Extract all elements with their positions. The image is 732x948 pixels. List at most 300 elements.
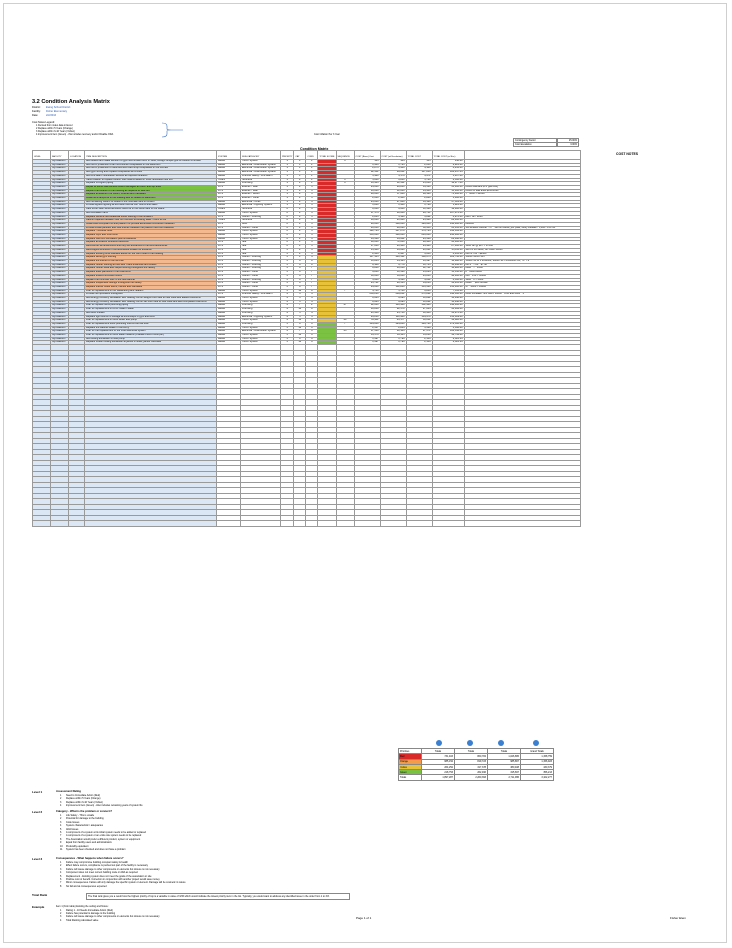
escalated-cost-cell: 1,796 xyxy=(380,341,406,345)
category-cell: 11 xyxy=(294,308,306,312)
empty-cell xyxy=(380,521,406,527)
total-cost-esc-cell: 4,453.00 xyxy=(432,167,464,171)
total-cost-cell: 30,900 xyxy=(406,311,432,315)
summary-value-cell: 819,723 xyxy=(455,759,488,764)
escalated-cost-cell: 9,693 xyxy=(380,297,406,301)
list-item-number: 9 xyxy=(60,841,62,845)
list-item-text: Equal from facility users and administrators xyxy=(66,841,112,845)
priority-cell: 1 xyxy=(281,163,294,167)
condition-cell: 4 xyxy=(306,293,318,297)
facility-cell: Gymnasium xyxy=(51,267,69,271)
date-row xyxy=(32,114,57,117)
condition-cell: 6 xyxy=(306,337,318,341)
total-cost-esc-cell: 15,000.00 xyxy=(432,189,464,193)
total-cost-cell: 55,210 xyxy=(406,334,432,338)
escalated-cost-cell: 28,513 xyxy=(380,282,406,286)
total-cost-cell: 3,822 xyxy=(406,215,432,219)
escalated-cost-cell: 2,804 xyxy=(380,326,406,330)
total-cost-cell: 168,675 xyxy=(406,256,432,260)
base-cost-cell: 117,135 xyxy=(354,256,380,260)
column-header: SUB-CATEGORY xyxy=(241,151,281,160)
total-cost-esc-cell: 418,318.00 xyxy=(432,293,464,297)
system-cell: ME+E xyxy=(217,330,241,334)
summary-priority-cell: Green xyxy=(399,770,422,775)
cost-note-cell: 000000 xyxy=(464,222,580,226)
facility-cell: Gymnasium xyxy=(51,256,69,260)
base-cost-cell: 4,700 xyxy=(354,289,380,293)
escalated-cost-cell: 124,800 xyxy=(380,322,406,326)
legend-line: 4 Improvement Item (Green) - this includes recovery and/or Disable ODA xyxy=(36,133,114,136)
total-cost-esc-cell: 3,000.00 xyxy=(432,197,464,201)
item-description: Install GFR lamps tie in the building and fix outlets in bathroom xyxy=(85,197,217,201)
facility-cell: Gymnasium xyxy=(51,163,69,167)
priority-cell: 1 xyxy=(281,174,294,178)
category-cell: 1 xyxy=(294,160,306,164)
cost-note-cell: 200 * 150 = 30000 xyxy=(464,274,580,278)
facility-cell: Gymnasium xyxy=(51,171,69,175)
sub-category-cell: Exterior - Other xyxy=(241,197,281,201)
facility-cell: Gymnasium xyxy=(51,282,69,286)
condition-cell: 3 xyxy=(306,193,318,197)
priority-cell: 2 xyxy=(281,230,294,234)
sequence-cell: 47 xyxy=(336,304,354,308)
cost-note-cell: 0074 * 7.00 * $7.40 xyxy=(464,263,580,267)
condition-cell: 3 xyxy=(306,319,318,323)
list-item-text: System has been checked and does not have a problem xyxy=(66,848,126,851)
facility-cell: Gymnasium xyxy=(51,193,69,197)
total-cost-cell: 216,000 xyxy=(406,234,432,238)
item-description: Repoint the exterior of the building as required to seal out xyxy=(85,189,217,193)
summary-priority-cell: Orange xyxy=(399,759,422,764)
level3-title: Consequences - What happens when failure occurs? xyxy=(56,857,124,860)
priority-cell: 1 xyxy=(281,185,294,189)
category-cell: 8 xyxy=(294,259,306,263)
column-header: CAT xyxy=(294,151,306,160)
base-cost-cell: 122,724 xyxy=(354,230,380,234)
priority-cell: 1 xyxy=(281,178,294,182)
item-description: Replace suspended ceilings throughout the facility xyxy=(85,282,217,286)
level3-heading: Level 3 xyxy=(32,857,43,861)
system-cell: BTS xyxy=(217,274,241,278)
item-description: Cast-in required between floor off mid-shift to existing walls - room to the xyxy=(85,219,217,223)
system-cell: ME+E xyxy=(217,171,241,175)
escalated-cost-cell: 140,562 xyxy=(380,256,406,260)
condition-cell: 3 xyxy=(306,248,318,252)
category-cell: 11 xyxy=(294,319,306,323)
summary-value-cell: 317,378 xyxy=(455,764,488,769)
base-cost-cell: 48,000 xyxy=(354,193,380,197)
total-rank-heading: Total Rank xyxy=(32,893,48,897)
total-cost-cell: 27,084 xyxy=(406,308,432,312)
condition-cell: 7 xyxy=(306,271,318,275)
category-cell: 1 xyxy=(294,241,306,245)
sub-category-cell: HVAC System xyxy=(241,289,281,293)
empty-cell xyxy=(241,521,281,527)
priority-cell: 2 xyxy=(281,226,294,230)
empty-cell xyxy=(406,521,432,527)
system-cell: ME+E xyxy=(217,308,241,312)
summary-value-cell: 731,403 xyxy=(422,754,455,759)
empty-cell xyxy=(294,521,306,527)
system-cell: ME+E xyxy=(217,204,241,208)
summary-header: Totals xyxy=(422,749,455,754)
facility-cell: Gymnasium xyxy=(51,334,69,338)
escalated-cost-cell: 36,000 xyxy=(380,274,406,278)
sequence-cell: 23 xyxy=(336,330,354,334)
total-cost-esc-cell: 6,500.00 xyxy=(432,178,464,182)
list-item-number: 2 xyxy=(60,797,62,801)
item-description: Plan for replacement 2000 plumbing Pan-ss out low flow xyxy=(85,322,217,326)
column-header: COST (w/ Escalation) xyxy=(380,151,406,160)
empty-cell xyxy=(432,521,464,527)
system-cell: ME+E xyxy=(217,200,241,204)
system-cell: BTS xyxy=(217,222,241,226)
cost-note-cell: 2887 SF / 2840 xyxy=(464,215,580,219)
total-cost-cell: 129,600 xyxy=(406,222,432,226)
column-header xyxy=(464,151,580,160)
list-item-text: Total Ranking calculated value xyxy=(66,918,99,922)
list-item-number: 2 xyxy=(60,912,62,916)
condition-matrix-table xyxy=(32,150,581,527)
condition-cell: 1 xyxy=(306,171,318,175)
system-cell: BTS xyxy=(217,256,241,260)
condition-cell: 1 xyxy=(306,167,318,171)
total-cost-esc-cell: 13,036.00 xyxy=(432,263,464,267)
system-cell: ME+E xyxy=(217,237,241,241)
sub-category-cell: ADA xyxy=(241,222,281,226)
category-cell: 11 xyxy=(294,341,306,345)
sub-category-cell: HVAC System xyxy=(241,297,281,301)
category-cell: 2 xyxy=(294,248,306,252)
item-description: Replace light source in storage at extra steps in gym and ADA xyxy=(85,315,217,319)
summary-value-cell: 860,784 xyxy=(455,754,488,759)
district-row xyxy=(32,106,71,109)
total-cost-cell: 155 xyxy=(406,160,432,164)
priority-cell: 3 xyxy=(281,282,294,286)
item-description: Replace ceramic and seasonal stone flooring in the showers xyxy=(85,215,217,219)
priority-cell: 1 xyxy=(281,189,294,193)
sub-category-cell: Interior - Other xyxy=(241,285,281,289)
priority-cell: 4 xyxy=(281,293,294,297)
inflation-value: 25.00% xyxy=(557,138,579,143)
total-cost-esc-cell: 4,500.00 xyxy=(432,278,464,282)
column-header: PRIORITY xyxy=(281,151,294,160)
escalated-cost-cell: 57,600 xyxy=(380,193,406,197)
matrix-title: Condition Matrix xyxy=(300,147,329,151)
sub-category-cell: HVAC System xyxy=(241,211,281,215)
system-cell: ME+E xyxy=(217,163,241,167)
list-item-text: ADA Issues xyxy=(66,827,79,831)
cost-note-cell: 25000 sf wall area $3/1250SF xyxy=(464,189,580,193)
district-value: Ewing School District xyxy=(46,106,71,109)
item-description: Reconstruct all dimensions and fully MA entrances to the ADA documents xyxy=(85,245,217,249)
base-cost-cell: 93,250 xyxy=(354,315,380,319)
category-cell: 3 xyxy=(294,297,306,301)
facility-cell: Gymnasium xyxy=(51,252,69,256)
condition-cell: 7 xyxy=(306,278,318,282)
summary-value-cell: 985,867 xyxy=(488,759,521,764)
condition-cell: 3 xyxy=(306,211,318,215)
priority-cell: 4 xyxy=(281,300,294,304)
escalated-cost-cell: 3,446 xyxy=(380,167,406,171)
base-cost-cell: 60,000 xyxy=(354,241,380,245)
escalated-cost-cell: 111,900 xyxy=(380,315,406,319)
category-cell: 11 xyxy=(294,326,306,330)
category-cell: 1 xyxy=(294,171,306,175)
list-item-text: Code Issues xyxy=(66,820,80,824)
list-item-number: 8 xyxy=(60,837,62,841)
total-cost-cell: 149,760 xyxy=(406,322,432,326)
item-description: Replace - Window units xyxy=(85,230,217,234)
escalated-cost-cell: 1,440 xyxy=(380,204,406,208)
list-item-number: 6 xyxy=(60,831,62,834)
condition-cell: 3 xyxy=(306,219,318,223)
sum-arrow-icon xyxy=(467,740,473,746)
list-item xyxy=(60,919,98,922)
base-cost-cell: 94,000 xyxy=(354,285,380,289)
base-cost-cell: 5,000 xyxy=(354,178,380,182)
legend-line: 3 Replace within 6-10 Years (Yellow) xyxy=(36,130,75,133)
condition-cell: 9 xyxy=(306,289,318,293)
condition-cell: 7 xyxy=(306,285,318,289)
priority-cell: 2 xyxy=(281,215,294,219)
condition-cell: 1 xyxy=(306,160,318,164)
escalated-cost-cell: 9,600 xyxy=(380,208,406,212)
system-cell: ME+E xyxy=(217,319,241,323)
item-description: Add GFCI protection of switches and fixed shop receptacles in the Kitchen xyxy=(85,167,217,171)
category-cell: 2 xyxy=(294,230,306,234)
item-description: Replace all Exterior HM Doors, Frames and Hardware xyxy=(85,193,217,197)
sub-category-cell: Electrical - Distribution System xyxy=(241,171,281,175)
base-cost-cell: 133 xyxy=(354,160,380,164)
system-cell: ME+E xyxy=(217,311,241,315)
inflation-row xyxy=(513,142,579,147)
item-description: Plan for replace slshs plumbing piping xyxy=(85,304,217,308)
facility-cell: Gymnasium xyxy=(51,311,69,315)
total-cost-esc-cell: 5,407.00 xyxy=(432,174,464,178)
priority-cell: 2 xyxy=(281,211,294,215)
cost-note-cell: 1000 SF @ $17 = 17000 xyxy=(464,245,580,249)
total-cost-cell: 4,971 xyxy=(406,174,432,178)
total-cost-esc-cell: 58,732.00 xyxy=(432,334,464,338)
system-cell: BTS xyxy=(217,245,241,249)
item-description: Replace toilet partitions in the restrooms xyxy=(85,271,217,275)
condition-cell: 3 xyxy=(306,200,318,204)
total-cost-esc-cell: 3,566.00 xyxy=(432,326,464,330)
condition-cell: 3 xyxy=(306,215,318,219)
sub-category-cell: Exterior - Wall xyxy=(241,189,281,193)
summary-body xyxy=(399,754,554,780)
category-cell: 2 xyxy=(294,252,306,256)
condition-cell: 3 xyxy=(306,185,318,189)
system-cell: HCES xyxy=(217,208,241,212)
escalated-cost-cell: 21,600 xyxy=(380,219,406,223)
total-cost-esc-cell: 26,188.00 xyxy=(432,237,464,241)
base-cost-cell: 90,000 xyxy=(354,222,380,226)
condition-note: Cost Inflation Per 3 Year xyxy=(314,133,340,136)
item-description: Add remaining cavern of heads in the mountain and lift covers xyxy=(85,200,217,204)
system-cell: BTS xyxy=(217,293,241,297)
base-cost-cell: 11,804 xyxy=(354,259,380,263)
system-cell: HCES xyxy=(217,219,241,223)
escalated-cost-cell: 3,160 xyxy=(380,215,406,219)
summary-value-cell: 3,102,277 xyxy=(521,775,554,780)
item-description: Reconfigure entrance in the accessible location to entrance xyxy=(85,248,217,252)
total-cost-esc-cell: 14,228.00 xyxy=(432,267,464,271)
column-header: TOTAL COST xyxy=(406,151,432,160)
category-cell: 9 xyxy=(294,278,306,282)
category-cell: 9 xyxy=(294,285,306,289)
priority-cell: 3 xyxy=(281,248,294,252)
facility-cell: Gymnasium xyxy=(51,271,69,275)
sub-category-cell: Electrical - Distribution System xyxy=(241,163,281,167)
priority-cell: 3 xyxy=(281,271,294,275)
base-cost-cell: 10,000 xyxy=(354,189,380,193)
category-cell: 2 xyxy=(294,200,306,204)
summary-value-cell: 356,213 xyxy=(521,770,554,775)
priority-cell: 3 xyxy=(281,278,294,282)
sub-category-cell: HVAC System xyxy=(241,160,281,164)
condition-cell: 3 xyxy=(306,241,318,245)
system-cell: ME+E xyxy=(217,304,241,308)
escalated-cost-cell: 28,800 xyxy=(380,185,406,189)
table-row xyxy=(33,521,581,527)
condition-cell: 7 xyxy=(306,274,318,278)
base-cost-cell: 150,000 xyxy=(354,234,380,238)
category-cell: 2 xyxy=(294,182,306,186)
facility-cell: Gymnasium xyxy=(51,289,69,293)
system-cell: ME+E xyxy=(217,322,241,326)
system-cell: BTS xyxy=(217,185,241,189)
base-cost-cell: 8,148 xyxy=(354,263,380,267)
summary-value-cell: 430,379 xyxy=(521,764,554,769)
item-description: Add ventilation fans xyxy=(85,211,217,215)
priority-cell: 1 xyxy=(281,182,294,186)
facility-cell: Gymnasium xyxy=(51,263,69,267)
base-cost-cell: 1,200 xyxy=(354,204,380,208)
priority-cell: 2 xyxy=(281,234,294,238)
item-description: Add outlets and make sensors to gym and smoke room in 1996, Design Scope type w/ bottom to smoke xyxy=(85,160,217,164)
total-cost-esc-cell: 150,000.00 xyxy=(432,285,464,289)
list-item-number: 1 xyxy=(60,814,62,817)
list-item-text: Component does not meet current building code or ADA as required xyxy=(66,871,138,875)
list-item-number: 5 xyxy=(60,874,62,878)
district-label: District: xyxy=(32,106,41,109)
facility-cell: Gymnasium xyxy=(51,278,69,282)
facility-cell: Gymnasium xyxy=(51,297,69,301)
list-item-text: Improvement Item (Green) - Also includes remaining years of system life xyxy=(66,804,143,808)
cost-note-cell: 2680 * 7 * 2000 xyxy=(464,267,580,271)
total-cost-esc-cell: 2,523.14 xyxy=(432,341,464,345)
condition-cell: 3 xyxy=(306,230,318,234)
escalated-cost-cell: 20,400 xyxy=(380,245,406,249)
condition-cell: 3 xyxy=(306,208,318,212)
condition-cell: 1 xyxy=(306,182,318,186)
cost-note-cell: 15220 SF/11.135 xyxy=(464,256,580,260)
cost-note-cell: 6318 sm/water. 5Inf oven. 10000 * 9.00 and 6000 * 1 xyxy=(464,293,580,297)
summary-value-cell: 218,753 xyxy=(422,770,455,775)
category-cell: 7 xyxy=(294,330,306,334)
sub-category-cell: Structure xyxy=(241,178,281,182)
category-cell: 2 xyxy=(294,193,306,197)
item-description: Replace rubber base and carpet flooring throughout the facility xyxy=(85,267,217,271)
escalated-cost-cell: 43,177 xyxy=(380,319,406,323)
legend-label: Cost Notes Legend: xyxy=(32,121,55,124)
total-cost-cell: 16,997 xyxy=(406,259,432,263)
total-cost-cell: 6,800 xyxy=(406,289,432,293)
sub-category-cell: Site xyxy=(241,241,281,245)
cost-note-cell: 000 sf 700 - $2400 xyxy=(464,252,580,256)
empty-cell xyxy=(85,521,217,527)
cost-note-cell: 23887 * $11 x1011e xyxy=(464,282,580,286)
item-description: Replace rubber flooring at both and Track ensemble and shelter xyxy=(85,263,217,267)
total-cost-esc-cell: 13,038.00 xyxy=(432,300,464,304)
summary-value-cell: 1,026,865 xyxy=(488,754,521,759)
system-cell: ME+E xyxy=(217,211,241,215)
base-cost-cell: 82,502 xyxy=(354,171,380,175)
list-item-text: A component of a system or an entire site system needs to be replaced xyxy=(66,834,142,838)
total-cost-cell: 2,050 xyxy=(406,163,432,167)
item-description: Plan for replacement of 2000 Boiler and pump xyxy=(85,319,217,323)
total-cost-cell: 1,728 xyxy=(406,204,432,208)
total-cost-esc-cell: 240,000.00 xyxy=(432,234,464,238)
total-cost-cell: 33,120 xyxy=(406,200,432,204)
base-cost-cell: 10,443 xyxy=(354,182,380,186)
empty-cell xyxy=(217,521,241,527)
sub-category-cell: HVAC System xyxy=(241,234,281,238)
escalated-cost-cell: 9,693 xyxy=(380,300,406,304)
escalated-cost-cell: 2,400 xyxy=(380,197,406,201)
sub-category-cell: Interior - Flooring xyxy=(241,267,281,271)
legend-line: 2 Replace within 5 Years (Change) xyxy=(36,127,73,130)
total-cost-esc-cell: 150,389.00 xyxy=(432,315,464,319)
condition-cell: 3 xyxy=(306,204,318,208)
total-cost-esc-cell: 7,555.00 xyxy=(432,289,464,293)
priority-cell: 3 xyxy=(281,256,294,260)
system-cell: ME+E xyxy=(217,174,241,178)
escalated-cost-cell: 10,618 xyxy=(380,267,406,271)
base-cost-cell: 8,083 xyxy=(354,297,380,301)
system-cell: ME+E xyxy=(217,182,241,186)
list-item-number: 3 xyxy=(60,867,62,871)
total-cost-cell: 69,120 xyxy=(406,193,432,197)
item-description: Cast scrub stein wood demolish block tie in the south face of the board xyxy=(85,208,217,212)
list-item-text: Need to Immediate Action (Red) xyxy=(66,794,101,797)
list-item-text: Failure may compromise building occupant safety & health xyxy=(66,861,128,864)
legend-line: 1 Derived from index data in Excel xyxy=(36,124,73,127)
facility-cell: Gymnasium xyxy=(51,200,69,204)
summary-value-cell: 2,260,393 xyxy=(455,775,488,780)
escalated-cost-cell: 112,800 xyxy=(380,285,406,289)
system-cell: BTS xyxy=(217,271,241,275)
base-cost-cell: 92,000 xyxy=(354,304,380,308)
system-cell: ME+E xyxy=(217,289,241,293)
category-cell: 2 xyxy=(294,226,306,230)
priority-cell: 2 xyxy=(281,219,294,223)
system-cell: ME+E xyxy=(217,230,241,234)
summary-row xyxy=(399,775,554,780)
list-item-text: Effect failure occurs, compliance is pushed out part of the facility is necessary xyxy=(66,864,148,868)
list-item-text: System characteristic / adequacies xyxy=(66,824,103,828)
item-description: Replace existing brick stairwell above on the north side of the building xyxy=(85,252,217,256)
total-cost-cell: 11,520 xyxy=(406,208,432,212)
system-cell: BTS xyxy=(217,263,241,267)
category-cell: 2 xyxy=(294,189,306,193)
list-item-number: 3 xyxy=(60,800,62,804)
priority-cell: 4 xyxy=(281,315,294,319)
date-value: 2/2/2016 xyxy=(46,114,57,117)
example-heading: Example xyxy=(32,905,45,909)
